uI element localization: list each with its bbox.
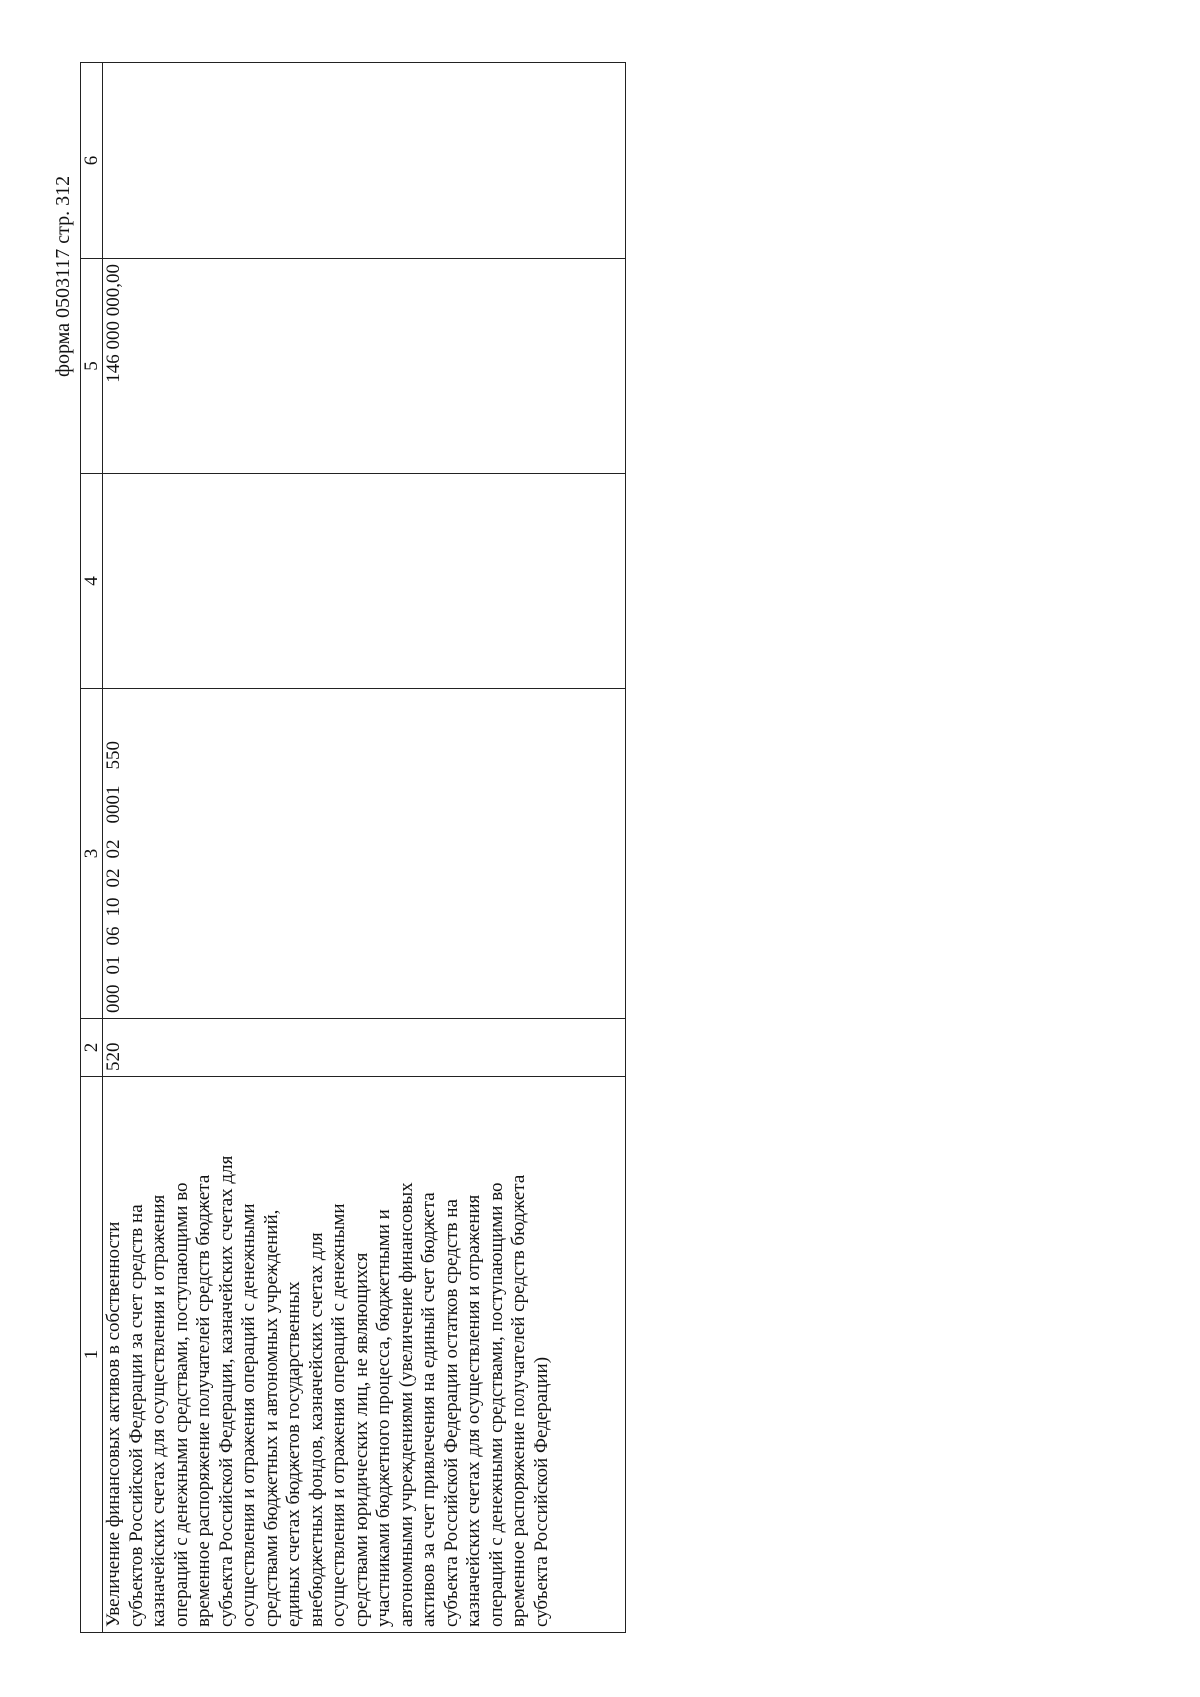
budget-table [80,62,626,1633]
row-description: Увеличение финансовых активов в собственности субъектов Российской Федерации за счет средств на казначейских счетах для осуществления и отражения операций с денежными средствами, поступающими во временное распоряжение получателей средств бюджета субъекта Российской Федерации, казначейских счетах для осуществления и отражения операций с денежными средствами бюджетных и автономных учреждений, единых счетах бюджетов государственных внебюджетных фондов, казначейских счетах для осуществления и отражения операций с денежными средствами юридических лиц, не являющихся участниками бюджетного процесса, бюджетными и автономными учреждениями (увеличение финансовых активов за счет привлечения на единый счет бюджета субъекта Российской Федерации остатков средств на казначейских счетах для осуществления и отражения операций с денежными средствами, поступающими во временное распоряжение получателей средств бюджета субъекта Российской Федерации) [103,1077,626,1633]
budget-code-part: 02 [103,868,124,888]
budget-code-part: 01 [103,955,124,975]
column-number-4: 4 [81,474,103,689]
column-number-5: 5 [81,259,103,474]
row-col4-value [103,474,626,689]
row-budget-classification-code [103,689,626,1019]
column-number-2: 2 [81,1019,103,1077]
column-number-3: 3 [81,689,103,1019]
form-reference: форма 0503117 стр. 312 [52,175,74,377]
budget-code-part: 550 [103,741,124,770]
budget-code-part: 10 [103,897,124,917]
column-number-6: 6 [81,63,103,259]
row-col5-value: 146 000 000,00 [103,259,626,474]
row-line-code: 520 [103,1019,626,1077]
budget-code-part: 06 [103,926,124,946]
table-row [103,63,626,1633]
column-number-1: 1 [81,1077,103,1633]
budget-code-part: 02 [103,839,124,859]
row-col6-value [103,63,626,259]
budget-code-part: 000 [103,984,124,1013]
column-number-row [81,63,103,1633]
budget-code-part: 0001 [103,785,124,824]
